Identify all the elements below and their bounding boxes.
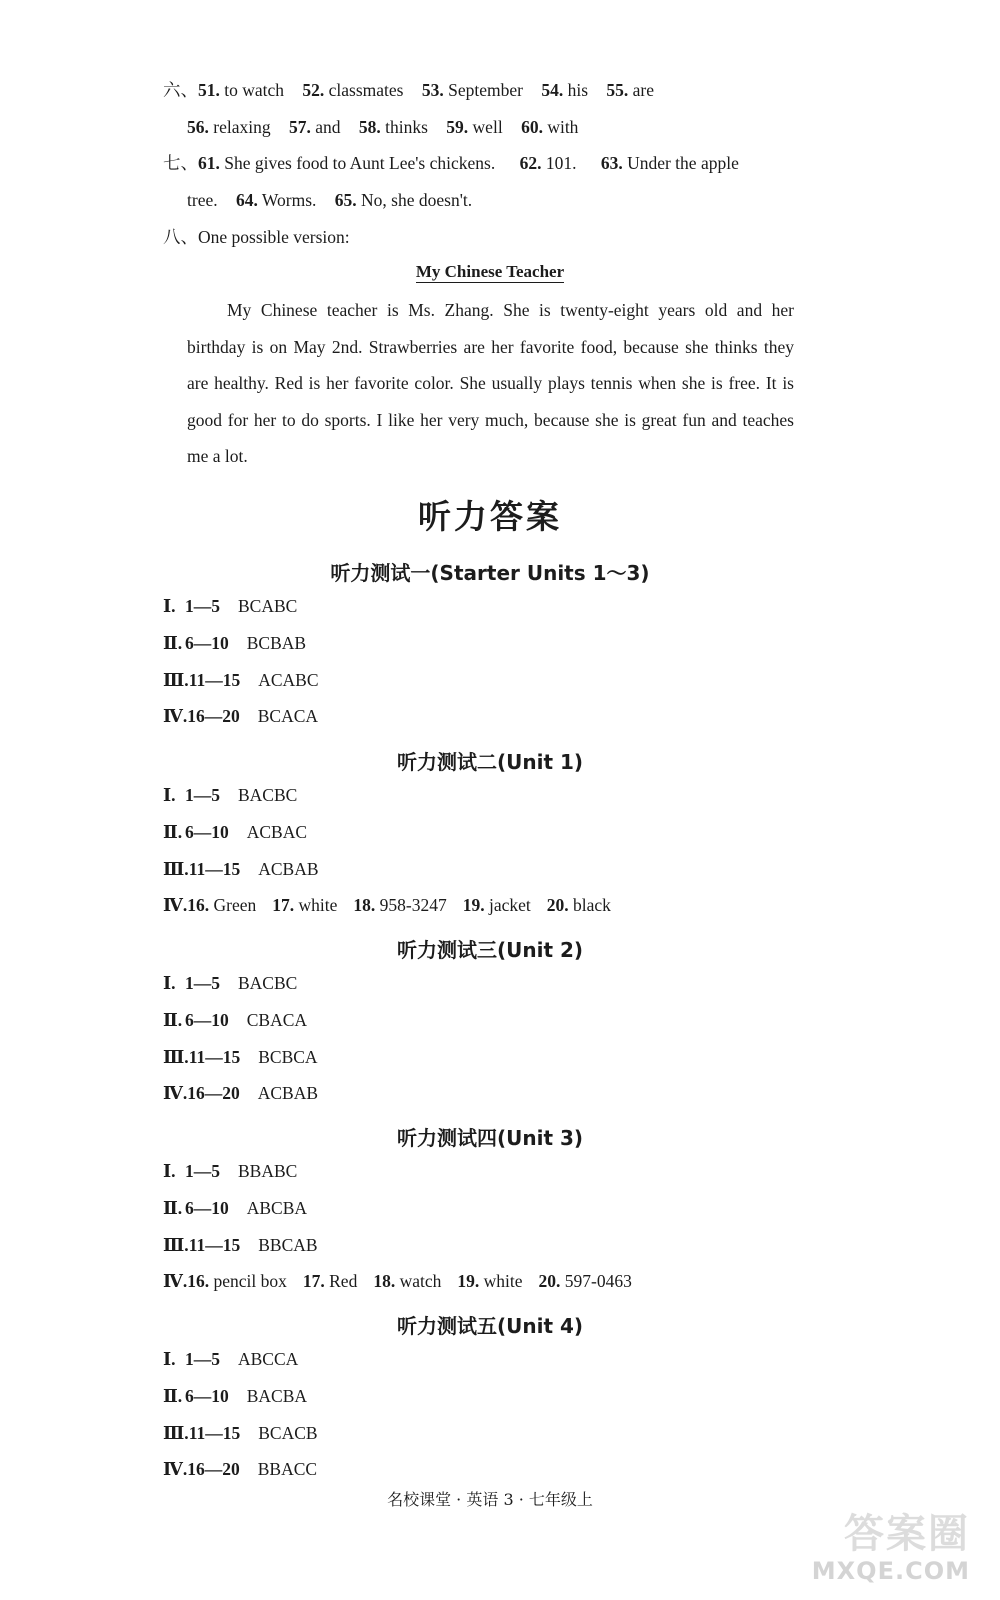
listening-test-title: 听力测试五(Unit 4) [396,1314,584,1338]
question-range: 11—15 [188,1046,241,1067]
question-range: 11—15 [188,858,241,879]
listening-title: 听力答案 [418,497,562,536]
answer-letters: ABCBA [246,1197,308,1218]
roman-numeral: Ⅲ. [163,1422,189,1443]
answer-row [163,1161,297,1182]
fill-answer: 958-3247 [379,895,447,916]
question-range: 11—15 [188,1422,241,1443]
listening-test-title: 听力测试三(Unit 2) [396,938,584,962]
answer-letters: BCBAB [246,632,307,653]
question-range: 16—20 [187,1459,240,1480]
answer-letters: ACBAB [258,858,319,879]
fill-answer: jacket [488,895,531,916]
question-number: 20. [538,1271,561,1292]
question-range: 6—10 [185,821,229,842]
roman-numeral: Ⅳ. [163,895,188,916]
listening-test-title: 听力测试二(Unit 1) [396,750,584,774]
answer-letters: BACBC [238,973,298,993]
section-6-row-2: 56. relaxing 57. and 58. thinks 59. well 60. with [187,117,579,137]
section-8-intro: 八、One possible version: [163,227,350,247]
answer-row [163,706,318,727]
listening-test-title: 听力测试四(Unit 3) [396,1126,584,1150]
question-range: 6—10 [185,1385,229,1406]
roman-numeral: Ⅰ. [163,596,176,616]
question-range: 11—15 [188,1234,241,1255]
roman-numeral: Ⅳ. [163,1271,188,1292]
fill-answer: black [573,895,611,916]
essay-paragraph: My Chinese teacher is Ms. Zhang. She is twenty-eight years old and her birthday is on May 2nd. Strawberries are her favorite food, because she thinks they are healthy. Red is her favorite color. She usually plays tennis when she is free. It is good for her to do sports. I like her very much, because she is great fun and teaches me a lot. [187,300,794,467]
roman-numeral: Ⅲ. [163,858,189,879]
answer-row [163,822,307,843]
answer-row [163,785,297,806]
fill-answer: pencil box [213,1271,287,1292]
watermark-cn: 答案圈 [844,1511,970,1557]
roman-numeral: Ⅰ. [163,1161,176,1181]
watermark-logo [802,1502,972,1592]
roman-numeral: Ⅱ. [163,632,183,653]
roman-numeral: Ⅳ. [163,1459,188,1480]
question-number: 16. [187,1271,210,1292]
answer-row [163,1459,317,1480]
question-number: 16. [187,895,210,916]
answer-row [163,596,297,617]
answer-letters: BBABC [238,1161,298,1181]
section-6-label: 六、 [163,80,198,100]
watermark-url: MXQE.COM [811,1557,970,1585]
question-range: 1—5 [185,1349,220,1369]
answer-letters: BCACB [258,1422,318,1443]
answer-row [163,670,319,691]
roman-numeral: Ⅰ. [163,785,176,805]
section-7-row-2: tree. 64. Worms. 65. No, she doesn't. [187,190,473,210]
question-range: 16—20 [187,706,240,727]
answer-letters: ACBAB [257,1083,319,1104]
fill-answer-row [163,1271,632,1292]
roman-numeral: Ⅳ. [163,706,188,727]
question-range: 6—10 [185,632,229,653]
answer-letters: BACBC [238,785,298,805]
roman-numeral: Ⅲ. [163,1046,189,1067]
question-range: 16—20 [187,1083,240,1104]
roman-numeral: Ⅰ. [163,973,176,993]
question-number: 19. [462,895,485,916]
answer-row [163,859,319,880]
question-range: 6—10 [185,1197,229,1218]
fill-answer-row [163,895,611,916]
fill-answer: Red [329,1271,358,1292]
question-number: 19. [457,1271,480,1292]
fill-answer: white [298,895,338,916]
answer-row [163,973,297,994]
question-range: 1—5 [185,596,220,616]
section-7-row-1: 七、61. She gives food to Aunt Lee's chickens. 62. 101. 63. Under the apple [163,153,739,173]
question-number: 20. [546,895,569,916]
question-range: 11—15 [188,669,241,690]
roman-numeral: Ⅱ. [163,1009,183,1030]
roman-numeral: Ⅱ. [163,1385,183,1406]
answer-row [163,1235,318,1256]
roman-numeral: Ⅲ. [163,1234,189,1255]
answer-row [163,1198,307,1219]
answer-row [163,1386,307,1407]
fill-answer: Green [213,895,257,916]
answer-letters: ACBAC [246,821,308,842]
answer-row [163,1349,298,1370]
roman-numeral: Ⅳ. [163,1083,188,1104]
answer-letters: BBCAB [258,1234,318,1255]
section-6-row-1: 六、51. to watch 52. classmates 53. September 54. his 55. are [163,80,655,100]
answer-row [163,1047,318,1068]
roman-numeral: Ⅱ. [163,821,183,842]
essay-title: My Chinese Teacher [415,262,565,281]
answer-letters: BACBA [246,1385,308,1406]
answer-row [163,1083,318,1104]
question-number: 18. [373,1271,396,1292]
answer-letters: CBACA [246,1009,308,1030]
fill-answer: 597-0463 [564,1271,632,1292]
answer-letters: BBACC [257,1459,318,1480]
answer-row [163,633,306,654]
answer-letters: BCBCA [258,1046,318,1067]
fill-answer: white [483,1271,523,1292]
page-footer: 名校课堂 · 英语 3 · 七年级上 [387,1490,593,1509]
answer-row [163,1423,318,1444]
question-number: 18. [353,895,376,916]
answer-letters: ACABC [258,669,319,690]
section-8-label: 八、 [163,227,198,247]
section-7-label: 七、 [163,153,198,173]
question-range: 1—5 [185,973,220,993]
question-range: 1—5 [185,785,220,805]
listening-test-title: 听力测试一(Starter Units 1～3) [330,561,650,585]
roman-numeral: Ⅰ. [163,1349,176,1369]
fill-answer: watch [399,1271,442,1292]
roman-numeral: Ⅲ. [163,669,189,690]
question-range: 6—10 [185,1009,229,1030]
answer-letters: ABCCA [238,1349,299,1369]
roman-numeral: Ⅱ. [163,1197,183,1218]
question-number: 17. [272,895,295,916]
question-range: 1—5 [185,1161,220,1181]
answer-letters: BCABC [238,596,298,616]
answer-letters: BCACA [257,706,319,727]
question-number: 17. [302,1271,325,1292]
answer-row [163,1010,307,1031]
